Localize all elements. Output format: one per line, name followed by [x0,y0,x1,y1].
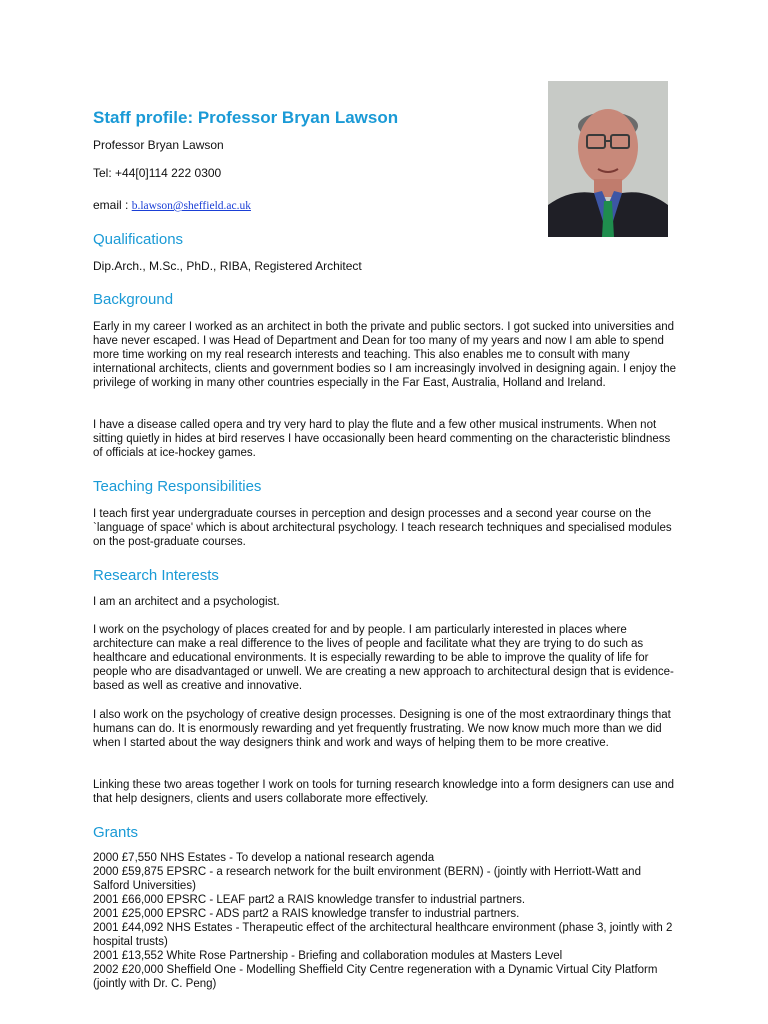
profile-name: Professor Bryan Lawson [93,138,224,152]
research-heading: Research Interests [93,567,219,584]
teaching-paragraph: I teach first year undergraduate courses in perception and design processes and a second year course on the `language of space' which is about architectural psychology. I teach research techniques and specialised modules on the post-graduate courses. [93,508,672,548]
research-paragraph: I also work on the psychology of creative design processes. Designing is one of the most extraordinary things that humans can do. It is enormously rewarding and yet frequently frustrating. We now know much more than we did when I started about the way designers think and work and ways of helping them to be more creative. [93,709,671,749]
email-label: email : [93,198,129,212]
research-paragraph: Linking these two areas together I work on tools for turning research knowledge into a form designers can use and that help designers, clients and users collaborate more effectively. [93,779,675,805]
grant-item: 2001 £13,552 White Rose Partnership - Briefing and collaboration modules at Masters Level [93,950,563,962]
telephone: Tel: +44[0]114 222 0300 [93,166,222,180]
research-paragraph: I am an architect and a psychologist. [93,596,280,608]
grant-item: 2000 £7,550 NHS Estates - To develop a national research agenda [93,852,435,864]
research-paragraph: I work on the psychology of places created for and by people. I am particularly interested in places where architecture can make a real difference to the lives of people and facilitate what they are trying to do such as healthcare and educational environments. It is especially rewarding to be able to improve the quality of life for people who are disadvantaged or unwell. We are creating a new approach to architectural design that is evidence-based as well as creative and innovative. [93,624,674,692]
grant-item: 2001 £66,000 EPSRC - LEAF part2 a RAIS knowledge transfer to industrial partners. [93,894,526,906]
email-link[interactable]: b.lawson@sheffield.ac.uk [131,200,251,212]
grants-heading: Grants [93,824,139,841]
grant-item: 2001 £25,000 EPSRC - ADS part2 a RAIS knowledge transfer to industrial partners. [93,908,520,920]
portrait-photo-icon [548,81,668,237]
qualifications-text: Dip.Arch., M.Sc., PhD., RIBA, Registered Architect [93,259,362,273]
page-title: Staff profile: Professor Bryan Lawson [93,108,399,127]
grants-list [93,851,678,991]
email-line [93,198,251,212]
qualifications-heading: Qualifications [93,231,184,248]
background-paragraph: Early in my career I worked as an architect in both the private and public sectors. I got sucked into universities and have never escaped. I was Head of Department and Dean for too many of my years and now I am able to spend more time working on my real research interests and teaching. This also enables me to consult with many international architects, clients and government bodies so I am increasingly involved in designing again. I enjoy the privilege of working in many other countries especially in the Far East, Australia, Holland and Ireland. [93,321,677,389]
background-heading: Background [93,291,174,308]
background-paragraph: I have a disease called opera and try very hard to play the flute and a few other musical instruments. When not sitting quietly in hides at bird reserves I have occasionally been heard commenting on the characteristic blindness of officials at ice-hockey games. [93,419,671,459]
portrait-photo [548,81,668,237]
grant-item: 2002 £20,000 Sheffield One - Modelling Sheffield City Centre regeneration with a Dynamic Virtual City Platform (jointly with Dr. C. Peng) [93,964,658,990]
grant-item: 2000 £59,875 EPSRC - a research network for the built environment (BERN) - (jointly with Herriott-Watt and Salford Universities) [93,866,641,892]
grant-item: 2001 £44,092 NHS Estates - Therapeutic effect of the architectural healthcare environment (phase 3, jointly with 2 hospital trusts) [93,922,673,948]
teaching-heading: Teaching Responsibilities [93,478,262,495]
